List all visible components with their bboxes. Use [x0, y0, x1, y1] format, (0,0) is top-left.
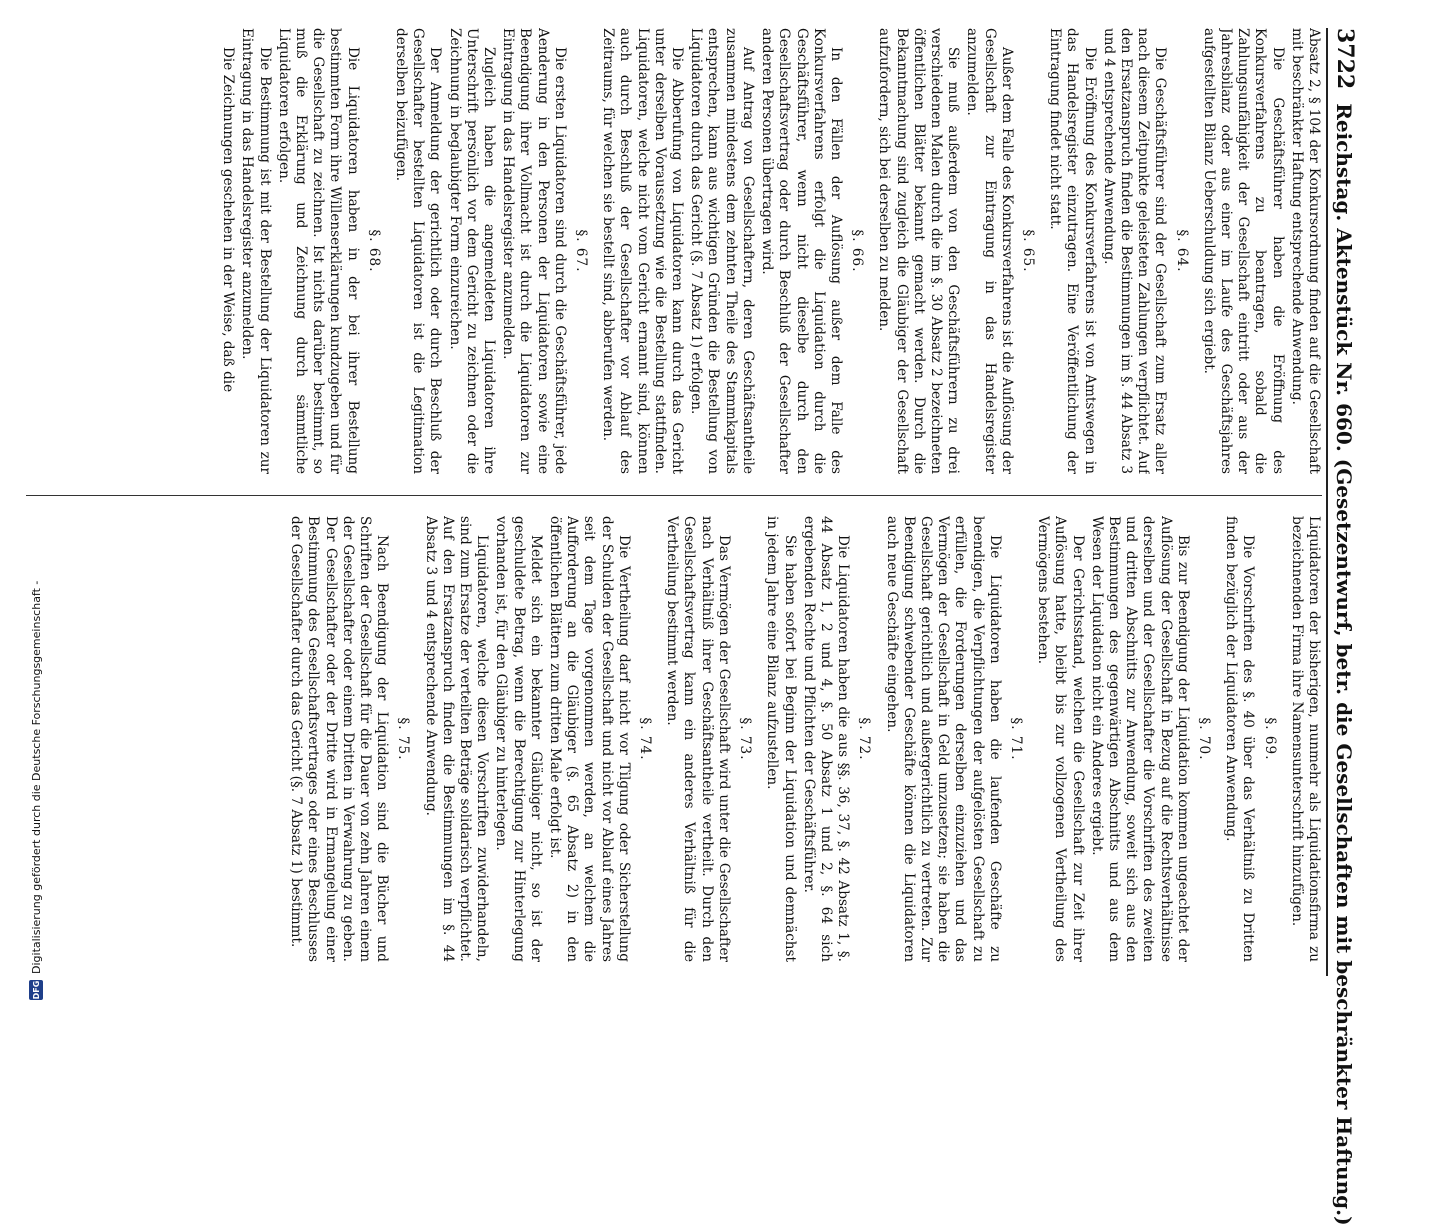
paragraph: Meldet sich ein bekannter Gläubiger nicht, so ist der geschuldete Betrag, wenn die Berechtigung zur Hinterlegung vorhanden ist, für den Gläubiger zu hinterlegen.: [493, 516, 544, 962]
section-heading: §. 70.: [1195, 717, 1212, 761]
paragraph: Die Eröffnung des Konkursverfahrens ist von Amtswegen in das Handelsregister einzutragen. Eine Veröffentlichung der Eintragung findet nicht statt.: [1047, 28, 1098, 474]
section-heading: §. 64.: [1173, 229, 1190, 273]
section-heading: §. 73.: [737, 717, 754, 761]
paragraph: Der Anmeldung der gerichtlich oder durch Beschluß der Gesellschafter bestellten Liquidatoren ist die Legitimation derselben beizufügen.: [393, 28, 444, 474]
page-number: 3722: [1332, 28, 1358, 90]
page-header: [1326, 28, 1366, 1226]
left-column: [26, 28, 1322, 474]
paragraph: Die Geschäftsführer haben die Eröffnung des Konkursverfahrens zu beantragen, sobald die Zahlungsunfähigkeit der Gesellschaft eintritt oder aus der Jahresbilanz oder aus einer im Laufe des Geschäftsjahres aufgestellten Bilanz Ueberschuldung sich ergiebt.: [1200, 28, 1286, 474]
paragraph: Das Vermögen der Gesellschaft wird unter die Gesellschafter nach Verhältniß ihrer Geschäftsantheile vertheilt. Durch den Gesellschaftsvertrag kann ein anderes Verhältniß für die Vertheilung bestimmt werden.: [664, 516, 732, 962]
paragraph: Absatz 2, § 104 der Konkursordnung finden auf die Gesellschaft mit beschränkter Haftung entsprechende Anwendung.: [1288, 28, 1322, 474]
section-heading: §. 71.: [1007, 717, 1024, 761]
section-heading: §. 68.: [365, 229, 382, 273]
section-heading: §. 67.: [573, 229, 590, 273]
paragraph: In den Fällen der Auflösung außer dem Falle des Konkursverfahrens erfolgt die Liquidation durch die Geschäftsführer, wenn nicht dieselbe durch den Gesellschaftsvertrag oder durch Beschluß der Gesellschafter anderen Personen übertragen wird.: [759, 28, 844, 474]
paragraph: Der Gerichtsstand, welchen die Gesellschaft zur Zeit ihrer Auflösung hatte, bleibt bis zur vollzogenen Vertheilung des Vermögens bestehen.: [1035, 516, 1086, 962]
paragraph: Sie haben sofort bei Beginn der Liquidation und demnächst in jedem Jahre eine Bilanz aufzustellen.: [764, 516, 798, 962]
paragraph: Liquidatoren der bisherigen, nunmehr als Liquidationsfirma zu bezeichnenden Firma ihre Namensunterschrift hinzufügen.: [1288, 516, 1322, 962]
right-column: [26, 516, 1322, 962]
paragraph: Sie muß außerdem von den Geschäftsführern zu drei verschiedenen Malen durch die im §. 30 Absatz 2 bezeichneten öffentlichen Blätter bekannt gemacht werden. Durch die Bekanntmachung sind zugleich die Gläubiger der Gesellschaft aufzufordern, sich bei derselben zu melden.: [876, 28, 962, 474]
paragraph: Die Vertheilung darf nicht vor Tilgung oder Sicherstellung der Schulden der Gesellschaft und nicht vor Ablauf eines Jahres seit dem Tage vorgenommen werden, an welchem die Aufforderung an die Gläubiger (§. 65 Absatz 2) in den öffentlichen Blättern zum dritten Male erfolgt ist.: [547, 516, 632, 962]
paragraph: Außer dem Falle des Konkursverfahrens ist die Auflösung der Gesellschaft zur Eintragung in das Handelsregister anzumelden.: [964, 28, 1015, 474]
paragraph: Die Geschäftsführer sind der Gesellschaft zum Ersatz aller nach diesem Zeitpunkte geleisteten Zahlungen verpflichtet. Auf den Ersatzanspruch finden die Bestimmungen im §. 44 Absatz 3 und 4 entsprechende Anwendung.: [1100, 28, 1169, 474]
section-heading: §. 66.: [849, 229, 866, 273]
section-heading: §. 75.: [395, 717, 412, 761]
paragraph: Nach Beendigung der Liquidation sind die Bücher und Schriften der Gesellschaft für die Dauer von zehn Jahren einem der Gesellschafter oder einem Dritten in Verwahrung zu geben. Der Gesellschafter oder der Dritte wird in Ermangelung einer Bestimmung des Gesellschaftsvertrages oder eines Beschlusses der Gesellschafter durch das Gericht (§. 7 Absatz 1) bestimmt.: [288, 516, 391, 962]
paragraph: Die Bestimmung ist mit der Bestellung der Liquidatoren zur Eintragung in das Handelsregister anzumelden.: [239, 28, 273, 474]
paragraph: Die Liquidatoren haben die laufenden Geschäfte zu beendigen, die Verpflichtungen der aufgelösten Gesellschaft zu erfüllen, die Forderungen derselben einzuziehen und das Vermögen der Gesellschaft in Geld umzusetzen; sie haben die Gesellschaft gerichtlich und außergerichtlich zu vertreten. Zur Beendigung schwebender Geschäfte können die Liquidatoren auch neue Geschäfte eingehen.: [883, 516, 1003, 962]
footer-text: Digitalisierung gefördert durch die Deutsche Forschungsgemeinschaft -: [29, 580, 43, 974]
paragraph: Die Liquidatoren haben in der bei ihrer Bestellung bestimmten Form ihre Willenserklärungen kundzugeben und für die Gesellschaft zu zeichnen. Ist nichts darüber bestimmt, so muß die Erklärung und Zeichnung durch sämmtliche Liquidatoren erfolgen.: [275, 28, 361, 474]
paragraph: Auf Antrag von Gesellschaftern, deren Geschäftsantheile zusammen mindestens dem zehnten Theile des Stammkapitals entsprechen, kann aus wichtigen Gründen die Bestellung von Liquidatoren durch das Gericht (§. 7 Absatz 1) erfolgen.: [688, 28, 756, 474]
page-title: Reichstag. Aktenstück Nr. 660. (Gesetzentwurf, betr. die Gesellschaften mit beschränkter Haftung.): [1332, 103, 1356, 1226]
paragraph: Liquidatoren, welche diesen Vorschriften zuwiderhandeln, sind zum Ersatze der verteilten Beträge solidarisch verpflichtet. Auf den Ersatzanspruch finden die Bestimmungen im §. 44 Absatz 3 und 4 entsprechende Anwendung.: [422, 516, 491, 962]
paragraph: Bis zur Beendigung der Liquidation kommen ungeachtet der Auflösung der Gesellschaft in Bezug auf die Rechtsverhältnisse derselben und der Gesellschafter die Vorschriften des zweiten und dritten Abschnitts zur Anwendung, soweit sich aus den Bestimmungen des gegenwärtigen Abschnitts und aus dem Wesen der Liquidation nicht ein Anderes ergiebt.: [1088, 516, 1191, 962]
paragraph: Zugleich haben die angemeldeten Liquidatoren ihre Unterschrift persönlich vor dem Gericht zu zeichnen oder die Zeichnung in beglaubigter Form einzureichen.: [446, 28, 498, 474]
digitization-footer: [24, 0, 48, 1000]
section-heading: §. 69.: [1261, 717, 1278, 761]
paragraph: Die Liquidatoren haben die aus §§. 36, 37, §. 42 Absatz 1, §. 44 Absatz 1, 2 und 4, §. 50 Absatz 1 und 2, §. 64 sich ergebenden Rechte und Pflichten der Geschäftsführer.: [800, 516, 852, 962]
paragraph: Die Vorschriften des §. 40 über das Verhältniß zu Dritten finden bezüglich der Liquidatoren Anwendung.: [1223, 516, 1257, 962]
paragraph: Die Zeichnungen geschehen in der Weise, daß die: [220, 47, 237, 393]
column-divider: [26, 495, 1322, 496]
section-heading: §. 74.: [637, 717, 654, 761]
dfg-logo: DFG: [29, 980, 43, 1000]
paragraph: Die ersten Liquidatoren sind durch die Geschäftsführer, jede Aenderung in den Personen der Liquidatoren sowie eine Beendigung ihrer Vollmacht ist durch die Liquidatoren zur Eintragung in das Handelsregister anzumelden.: [500, 28, 568, 474]
paragraph: Die Abberufung von Liquidatoren kann durch das Gericht unter derselben Voraussetzung wie die Bestellung stattfinden. Liquidatoren, welche nicht vom Gericht ernannt sind, können auch durch Beschluß der Gesellschafter vor Ablauf des Zeitraums, für welchen sie bestellt sind, abberufen werden.: [600, 28, 686, 474]
section-heading: §. 65.: [1019, 229, 1036, 273]
section-heading: §. 72.: [856, 717, 873, 761]
